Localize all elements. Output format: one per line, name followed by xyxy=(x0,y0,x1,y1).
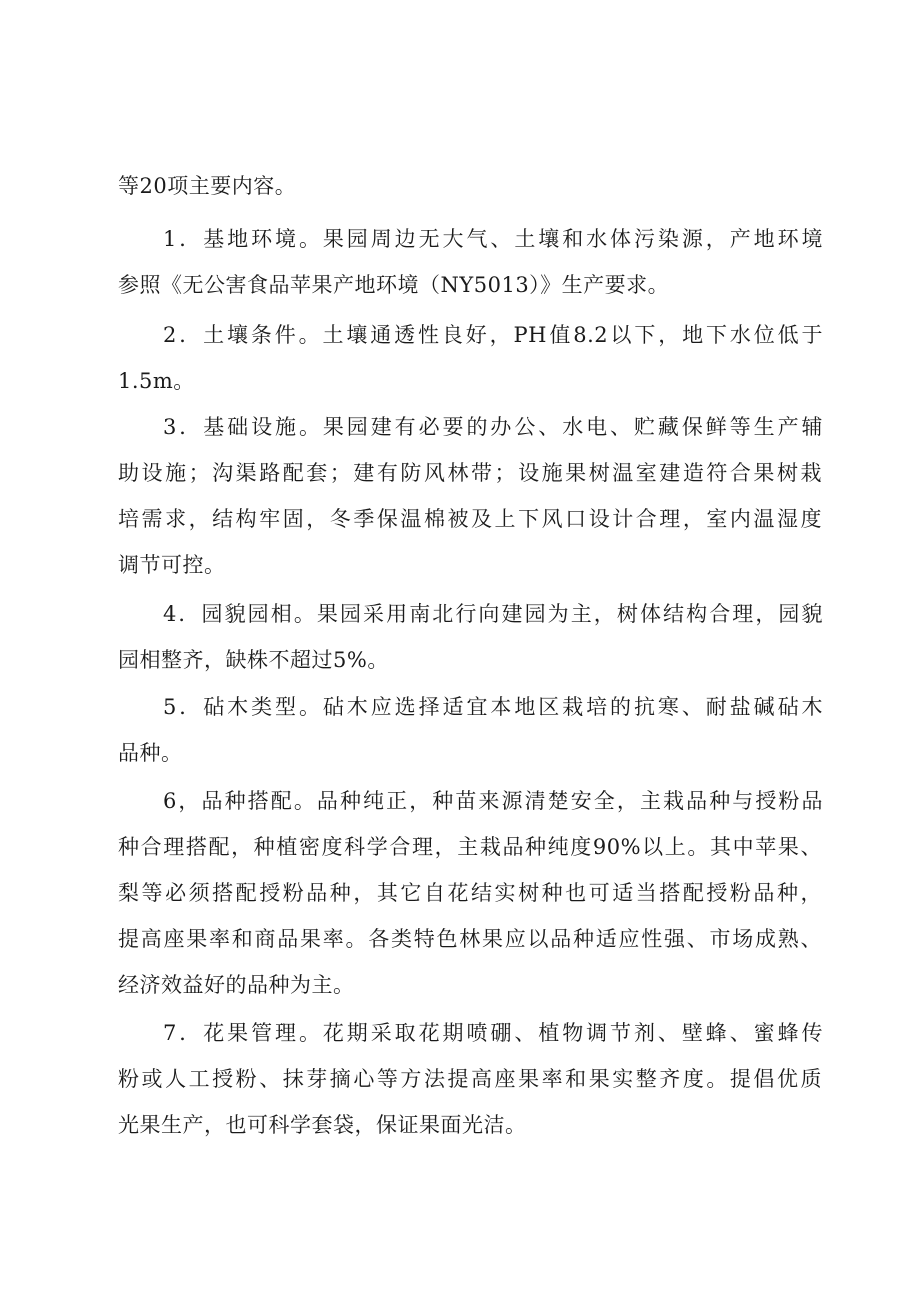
paragraph-line: 6，品种搭配。品种纯正，种苗来源清楚安全，主栽品种与授粉品 xyxy=(163,789,823,813)
paragraph-line: 2．土壤条件。土壤通透性良好，PH值8.2以下，地下水位低于 xyxy=(163,323,823,347)
paragraph-line: 4．园貌园相。果园采用南北行向建园为主，树体结构合理，园貌 xyxy=(163,602,823,626)
paragraph-line: 光果生产，也可科学套袋，保证果面光洁。 xyxy=(118,1113,527,1137)
paragraph-line: 调节可控。 xyxy=(118,553,226,577)
paragraph-line: 5．砧木类型。砧木应选择适宜本地区栽培的抗寒、耐盐碱砧木 xyxy=(163,695,823,719)
paragraph-line: 1.5m。 xyxy=(118,369,195,393)
paragraph-line: 等20项主要内容。 xyxy=(118,174,297,198)
paragraph-line: 提高座果率和商品果率。各类特色林果应以品种适应性强、市场成熟、 xyxy=(118,927,822,951)
paragraph-line: 梨等必须搭配授粉品种，其它自花结实树种也可适当搭配授粉品种， xyxy=(118,881,822,905)
paragraph-line: 助设施；沟渠路配套；建有防风林带；设施果树温室建造符合果树栽 xyxy=(118,461,822,485)
paragraph-line: 7．花果管理。花期采取花期喷硼、植物调节剂、壁蜂、蜜蜂传 xyxy=(163,1021,823,1045)
paragraph-line: 参照《无公害食品苹果产地环境（NY5013）》生产要求。 xyxy=(118,273,670,297)
paragraph-line: 种合理搭配，种植密度科学合理，主栽品种纯度90%以上。其中苹果、 xyxy=(118,835,822,859)
paragraph-line: 园相整齐，缺株不超过5%。 xyxy=(118,648,389,672)
paragraph-line: 3．基础设施。果园建有必要的办公、水电、贮藏保鲜等生产辅 xyxy=(163,415,823,439)
paragraph-line: 经济效益好的品种为主。 xyxy=(118,973,355,997)
paragraph-line: 培需求，结构牢固，冬季保温棉被及上下风口设计合理，室内温湿度 xyxy=(118,507,822,531)
paragraph-line: 粉或人工授粉、抹芽摘心等方法提高座果率和果实整齐度。提倡优质 xyxy=(118,1067,822,1091)
paragraph-line: 1．基地环境。果园周边无大气、土壤和水体污染源，产地环境 xyxy=(163,227,823,251)
paragraph-line: 品种。 xyxy=(118,741,183,765)
